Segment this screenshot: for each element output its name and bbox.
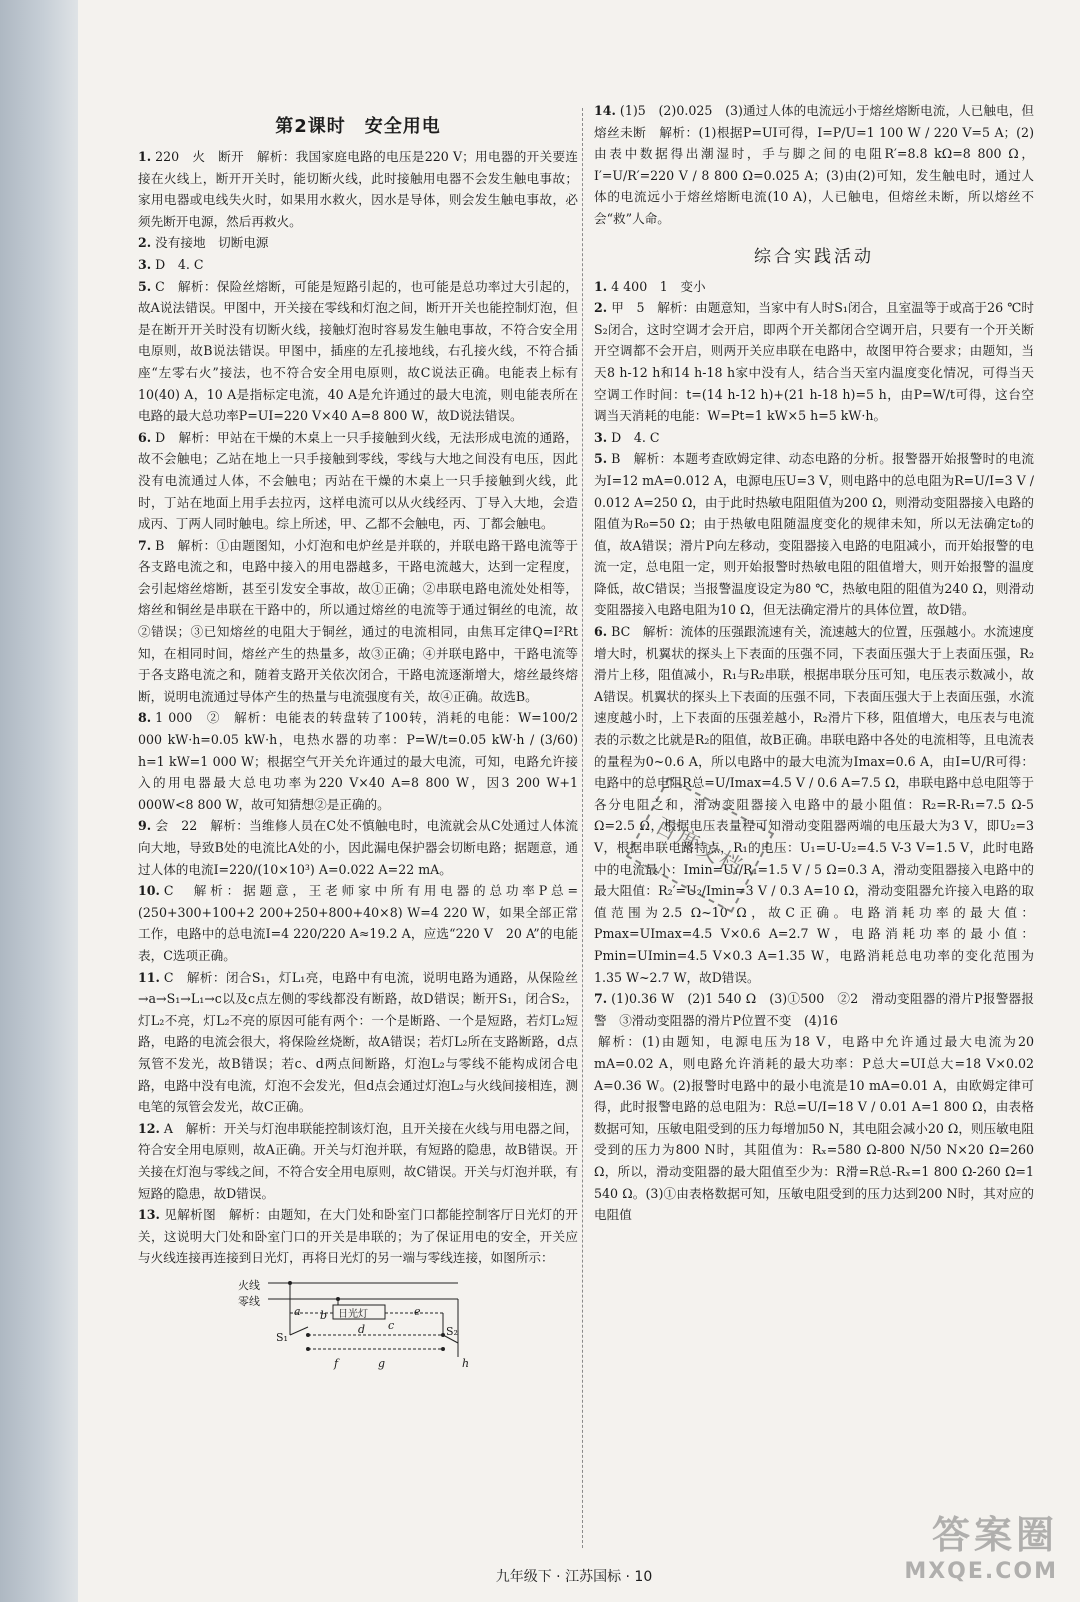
book-spine-shadow [0,0,78,1602]
lesson-answer-item [138,276,578,427]
item-number: 7. [594,991,608,1007]
item-text: 没有接地 切断电源 [155,235,269,251]
left-answer-list [138,146,578,1269]
column-divider [582,108,583,1548]
lesson-answer-item [138,707,578,815]
point-c-label: c [388,1318,395,1332]
item-text: (1)0.36 W (2)1 540 Ω (3)①500 ②2 滑动变阻器的滑片P报警器报警 ③滑动变阻器的滑片P位置不变 (4)16 [594,991,1034,1028]
neutral-wire-label: 零线 [238,1294,260,1308]
point-b-label: b [320,1308,328,1322]
point-f-label: f [334,1356,339,1370]
activity-answer-item [594,427,1034,449]
item-text: B 解析：①由题图知，小灯泡和电炉丝是并联的，并联电路干路电流等于各支路电流之和，电路中接入的用电器越多，干路电流越大，达到一定程度，会引起熔丝熔断，甚至引发安全事故，故①正确；②串联电路电流处处相等，熔丝和铜丝是串联在干路中的，所以通过熔丝的电流等于通过铜丝的电流，故②错误；③已知熔丝的电阻大于铜丝，通过的电流相同，由焦耳定律Q=I²Rt知，在相同时间，熔丝产生的热量多，故③正确；④并联电路中，干路电流等于各支路电流之和，随着支路开关依次闭合，干路电流逐渐增大，熔丝最终熔断，说明电流通过导体产生的热量与电流强度有关，故④正确。故选B。 [138,537,578,704]
activity-title: 综合实践活动 [754,246,874,267]
lesson-answer-item [138,880,578,966]
item-text: C 解析：闭合S₁，灯L₁亮，电路中有电流，说明电路为通路，从保险丝→a→S₁→L₁→c以及c点左侧的零线都没有断路，故D错误；断开S₁，闭合S₂，灯L₂不亮，灯L₂不亮的原因可能有两个：一个是断路、一个是短路，若灯L₂短路，电路的电流会很大，将保险丝烧断，故A错误；若灯L₂所在支路断路，d点氖管不发光，故B错误；若c、d两点间断路，灯泡L₂与零线不能构成闭合电路，电路中没有电流，灯泡不会发光，但d点会通过灯泡L₂与火线间接相连，测电笔的氖管会发光，故C正确。 [138,969,578,1115]
switch-s1-label: S₁ [276,1330,288,1344]
item-number: 11. [138,969,160,985]
right-answer-list-top [594,100,1034,230]
point-h-label: h [462,1356,470,1370]
switch-s2-label: S₂ [446,1324,458,1338]
item-number: 5. [138,278,152,294]
activity-answer-item [594,1031,1034,1225]
lamp-label: 日光灯 [338,1308,368,1320]
item-number: 3. [138,256,152,272]
point-a-label: a [294,1304,301,1318]
watermark-stamp: 百度文档 [626,777,774,913]
lesson-answer-item [138,232,578,254]
item-text: D 4. C [611,429,660,445]
item-text: C 解析：保险丝熔断，可能是短路引起的，也可能是总功率过大引起的，故A说法错误。甲图中，开关接在零线和灯泡之间，断开开关也能控制灯泡，但是在断开开关时没有切断火线，接触灯泡时容易发生触电事故，不符合安全用电原则，故B说法错误。甲图中，插座的左孔接地线，右孔接火线，不符合插座“左零右火”接法，也不符合安全用电原则，故C说法正确。电能表上标有10(40) A，10 A是指标定电流，40 A是允许通过的最大电流，则电能表所在电路的最大总功率P=UI=220 V×40 A=8 800 W，故D说法错误。 [138,278,578,424]
activity-answer-item [594,988,1034,1031]
item-number: 6. [138,429,152,445]
item-number: 5. [594,451,608,467]
right-answer-list [594,276,1034,1226]
lesson-answer-item [138,146,578,232]
lesson-answer-item [138,815,578,880]
item-text: 1 000 ② 解析：电能表的转盘转了100转，消耗的电能：W=100/2 000 kW·h=0.05 kW·h，电热水器的功率：P=W/t=0.05 kW·h / (3/60) h=1 kW=1 000 W；根据空气开关允许通过的最大电流，可知，电路允许接入的用电器最大总电功率为220 V×40 A=8 800 W，因3 200 W+1 000W<8 800 W，故可知猜想②是正确的。 [138,710,578,812]
page-footer: 九年级下 · 江苏国标 · 10 [495,1569,653,1585]
item-text: D 4. C [155,256,204,272]
item-text: A 解析：开关与灯泡串联能控制该灯泡，且开关接在火线与用电器之间，符合安全用电原则，故A正确。开关与灯泡并联，有短路的隐患，故B错误。开关接在灯泡与零线之间，不符合安全用电原则，故C错误。开关与灯泡并联，有短路的隐患，故D错误。 [138,1120,578,1201]
item-number: 14. [594,103,616,118]
watermark-line2: MXQE.COM [904,1559,1058,1584]
activity-answer-item [594,276,1034,298]
item-text: B 解析：本题考查欧姆定律、动态电路的分析。报警器开始报警时的电流为I=12 mA=0.012 A，电源电压U=3 V，则电路中的总电阻为R=U/I=3 V / 0.012 A=250 Ω，由于此时热敏电阻阻值为200 Ω，则滑动变阻器接入电路的阻值为R₀=50 Ω；由于热敏电阻随温度变化的规律未知，所以无法确定t₀的值，故A错误；滑片P向左移动，变阻器接入电路的电阻减小，而开始报警的电流一定，总电阻一定，则开始报警时热敏电阻的阻值增大，则开始报警的温度降低，故C错误；当报警温度设定为80 ℃，热敏电阻的阻值为240 Ω，则滑动变阻器接入电路电阻为10 Ω，但无法确定滑片的具体位置，故D错。 [594,451,1034,618]
circuit-diagram [238,1275,478,1369]
item-number: 10. [138,883,160,899]
point-g-label: g [378,1356,386,1370]
item-number: 6. [594,624,608,640]
item-number: 2. [594,300,608,316]
item-number: 9. [138,818,152,834]
item-number: 1. [594,278,608,294]
lesson-title: 第2课时 安全用电 [275,116,441,137]
item-number: 1. [138,149,152,164]
live-wire-label: 火线 [238,1278,260,1292]
item-text: (1)5 (2)0.025 (3)通过人体的电流远小于熔丝熔断电流，人已触电，但熔丝未断 解析：(1)根据P=UI可得，I=P/U=1 100 W / 220 V=5 A；(2)由表中数据得出潮湿时，手与脚之间的电阻R′=8.8 kΩ=8 800 Ω，I′=U/R′=220 V / 8 800 Ω=0.025 A；(3)由(2)可知，发生触电时，通过人体的电流远小于熔丝熔断电流(10 A)，人已触电，但熔丝未断，所以熔丝不会“救”人命。 [594,103,1034,226]
lesson-answer-item [594,100,1034,230]
item-text: 解析：(1)由题知，电源电压为18 V，电路中允许通过最大电流为20 mA=0.02 A，则电路允许消耗的最大功率：P总大=UI总大=18 V×0.02 A=0.36 W。(2)报警时电路中的最小电流是10 mA=0.01 A，由欧姆定律可得，此时报警电路的总电阻为：R总=U/I=18 V / 0.01 A=1 800 Ω，由表格数据可知，压敏电阻受到的压力每增加50 N，其电阻会减小20 Ω，则压敏电阻受到的压力为800 N时，其阻值为：Rₓ=580 Ω-800 N/50 N×20 Ω=260 Ω，所以，滑动变阻器的最大阻值至少为：R滑=R总-Rₓ=1 800 Ω-260 Ω=1 540 Ω。(3)①由表格数据可知，压敏电阻受到的压力达到200 N时，其对应的电阻值 [594,1034,1034,1223]
item-number: 12. [138,1120,160,1136]
activity-answer-item [594,448,1034,621]
point-e-label: e [414,1304,421,1318]
item-text: C 解析：据题意，王老师家中所有用电器的总功率P总=(250+300+100+2 200+250+800+40×8) W=4 220 W，如果全部正常工作，电路中的总电流I=4 220/220 A≈19.2 A，应选“220 V 20 A”的电能表，C选项正确。 [138,883,578,963]
right-column [594,100,1034,1226]
item-text: 4 400 1 变小 [611,278,706,294]
activity-answer-item [594,297,1034,427]
point-d-label: d [358,1322,366,1336]
site-watermark [904,1504,1058,1584]
item-text: 220 火 断开 解析：我国家庭电路的电压是220 V；用电器的开关要连接在火线上，断开开关时，能切断火线，此时接触用电器不会发生触电事故；家用电器或电线失火时，如果用水救火，因水是导体，则会发生触电事故，必须先断开电源，然后再救火。 [138,149,578,229]
item-number: 2. [138,235,152,251]
lesson-answer-item [138,1204,578,1269]
item-text: 会 22 解析：当维修人员在C处不慎触电时，电流就会从C处通过人体流向大地，导致B处的电流比A处的小，因此漏电保护器会切断电路；据题意，通过人体的电流I=220/(10×10³) A=0.022 A=22 mA。 [138,818,578,877]
item-number: 3. [594,429,608,445]
item-number: 7. [138,537,152,553]
left-column [138,100,578,1369]
item-text: 甲 5 解析：由题意知，当家中有人时S₁闭合，且室温等于或高于26 ℃时S₂闭合，这时空调才会开启，即两个开关都闭合空调开启，只要有一个开关断开空调都不会开启，则两开关应串联在电路中，故图甲符合要求；由题知，当天8 h-12 h和14 h-18 h家中没有人，结合当天室内温度变化情况，可得当天空调工作时间：t=(14 h-12 h)+(21 h-18 h)=5 h，由P=W/t可得，这台空调当天消耗的电能：W=Pt=1 kW×5 h=5 kW·h。 [594,300,1034,424]
lesson-answer-item [138,254,578,276]
lesson-answer-item [138,1118,578,1204]
lesson-answer-item [138,535,578,708]
item-number: 13. [138,1207,160,1223]
lesson-answer-item [138,967,578,1118]
item-text: BC 解析：流体的压强跟流速有关，流速越大的位置，压强越小。水流速度增大时，机翼状的探头上下表面的压强不同，下表面压强大于上表面压强，R₂滑片上移，阻值减小，R₁与R₂串联，根据串联分压可知，电压表示数减小，故A错误。机翼状的探头上下表面的压强不同，下表面压强大于上表面压强，水流速度越小时，上下表面的压强差越小，R₂滑片下移，阻值增大，电压表与电流表的示数之比就是R₂的阻值，故B正确。串联电路中各处的电流相等，且电流表的量程为0~0.6 A，所以电路中的最大电流为Imax=0.6 A，由I=U/R可得：电路中的总电阻R总=U/Imax=4.5 V / 0.6 A=7.5 Ω，串联电路中总电阻等于各分电阻之和，滑动变阻器接入电路中的最小阻值：R₂=R-R₁=7.5 Ω-5 Ω=2.5 Ω，根据电压表量程可知滑动变阻器两端的电压最大为3 V，即U₂=3 V，根据串联电路特点，R₁的电压：U₁=U-U₂=4.5 V-3 V=1.5 V，此时电路中的电流最小：Imin=U₁/R₁=1.5 V / 5 Ω=0.3 A，滑动变阻器接入电路中的最大阻值：R₂′=U₂/Imin=3 V / 0.3 A=10 Ω，滑动变阻器允许接入电路的取值范围为2.5 Ω~10 Ω，故C正确。电路消耗功率的最大值：Pmax=UImax=4.5 V×0.6 A=2.7 W，电路消耗功率的最小值：Pmin=UImin=4.5 V×0.3 A=1.35 W，电路消耗总电功率的变化范围为1.35 W~2.7 W，故D错误。 [594,624,1034,985]
lesson-answer-item [138,427,578,535]
item-text: D 解析：甲站在干燥的木桌上一只手接触到火线，无法形成电流的通路，故不会触电；乙站在地上一只手接触到零线，零线与大地之间没有电压，因此没有电流通过人体，不会触电；丙站在干燥的木桌上一只手接触到火线，此时，丁站在地面上用手去拉丙，这样电流可以从火线经丙、丁导入大地，会造成丙、丁两人同时触电。综上所述，甲、乙都不会触电，丙、丁都会触电。 [138,429,578,532]
item-number: 8. [138,710,152,726]
item-text: 见解析图 解析：由题知，在大门处和卧室门口都能控制客厅日光灯的开关，这说明大门处和卧室门口的开关是串联的；为了保证用电的安全，开关应与火线连接再连接到日光灯，再将日光灯的另一端与零线连接，如图所示： [138,1207,578,1266]
watermark-line1: 答案圈 [931,1513,1058,1557]
